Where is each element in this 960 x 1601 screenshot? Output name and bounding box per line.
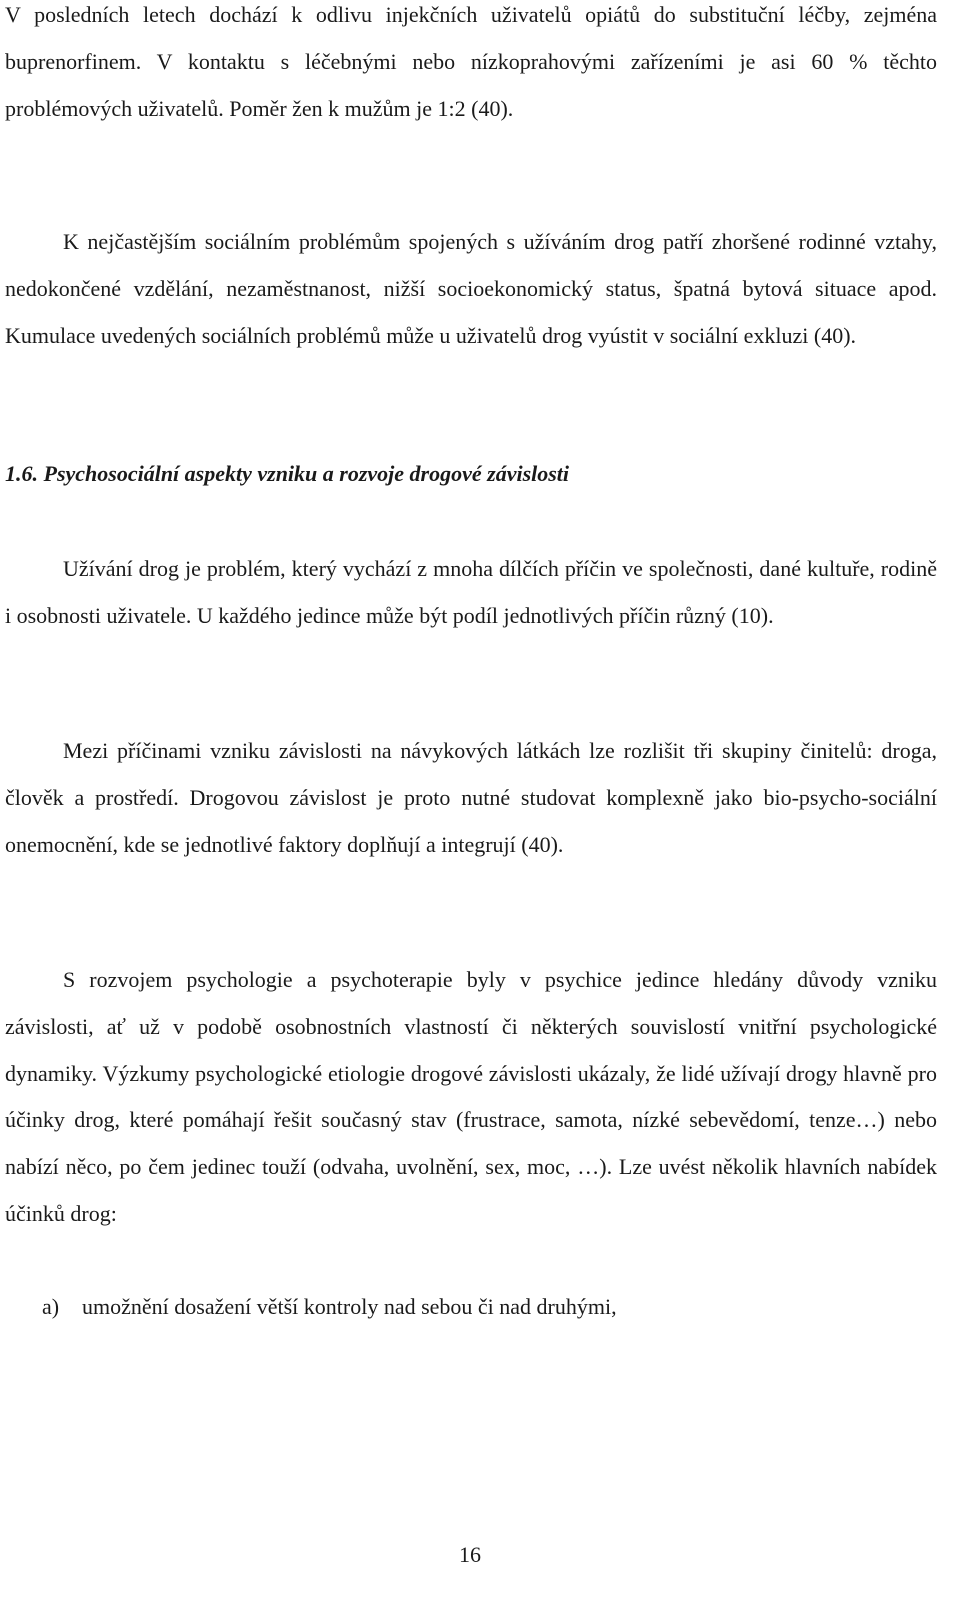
list-item-text: umožnění dosažení větší kontroly nad sebou či nad druhými, — [82, 1294, 617, 1319]
paragraph-social-problems: K nejčastějším sociálním problémům spojených s užíváním drog patří zhoršené rodinné vztahy, nedokončené vzdělání, nezaměstnanost, nižší socioekonomický status, špatná bytová situace apod. Kumulace uvedených sociálních problémů může u uživatelů drog vyústit v sociální exkluzi (40). — [5, 229, 937, 348]
page-number: 16 — [459, 1542, 481, 1567]
paragraph-psychological-etiology: S rozvojem psychologie a psychoterapie byly v psychice jedince hledány důvody vzniku závislosti, ať už v podobě osobnostních vlastností či některých souvislostí vnitřní psychologické dynamiky. Výzkumy psychologické etiologie drogové závislosti ukázaly, že lidé užívají drogy hlavně pro účinky drog, které pomáhají řešit současný stav (frustrace, samota, nízké sebevědomí, tenze…) nebo nabízí něco, po čem jedinec touží (odvaha, uvolnění, sex, moc, …). Lze uvést několik hlavních nabídek účinků drog: — [5, 967, 937, 1226]
paragraph-dependency-factors: Mezi příčinami vzniku závislosti na návykových látkách lze rozlišit tři skupiny činitelů: droga, člověk a prostředí. Drogovou závislost je proto nutné studovat komplexně jako bio-psycho-sociální onemocnění, kde se jednotlivé faktory doplňují a integrují (40). — [5, 738, 937, 857]
paragraph-substitution-treatment: V posledních letech dochází k odlivu injekčních uživatelů opiátů do substituční léčby, zejména buprenorfinem. V kontaktu s léčebnými nebo nízkoprahovými zařízeními je asi 60 % těchto problémových uživatelů. Poměr žen k mužům je 1:2 (40). — [5, 2, 937, 121]
list-marker: a) — [42, 1294, 60, 1319]
paragraph-drug-use-causes: Užívání drog je problém, který vychází z mnoha dílčích příčin ve společnosti, dané kultuře, rodině i osobnosti uživatele. U každého jedince může být podíl jednotlivých příčin různý (10). — [5, 556, 937, 628]
list-item — [5, 1284, 617, 1331]
section-heading: 1.6. Psychosociální aspekty vzniku a rozvoje drogové závislosti — [5, 461, 570, 486]
